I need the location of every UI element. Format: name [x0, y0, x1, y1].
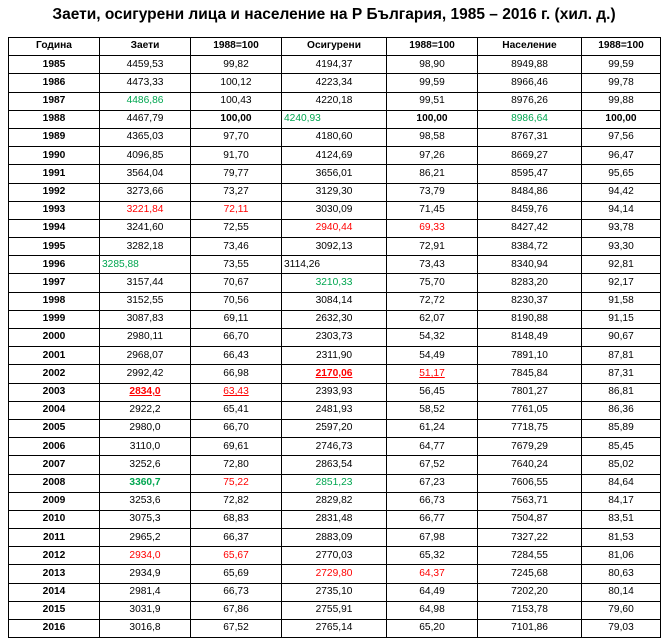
insured-cell: 2863,54 [282, 456, 387, 474]
header-employed: Заети [100, 38, 191, 56]
table-row [9, 256, 661, 274]
year-cell: 2000 [9, 329, 100, 347]
table-row [9, 492, 661, 510]
table-row [9, 219, 661, 237]
table-row [9, 529, 661, 547]
population-cell: 8595,47 [478, 165, 582, 183]
employed-cell: 2934,0 [100, 547, 191, 565]
table-row [9, 201, 661, 219]
insured-index-cell: 98,90 [387, 56, 478, 74]
year-cell: 1986 [9, 74, 100, 92]
insured-index-cell: 62,07 [387, 310, 478, 328]
population-index-cell: 92,17 [582, 274, 661, 292]
population-cell: 7245,68 [478, 565, 582, 583]
employed-index-cell: 66,70 [191, 419, 282, 437]
employed-index-cell: 97,70 [191, 128, 282, 146]
insured-cell: 4180,60 [282, 128, 387, 146]
employed-index-cell: 79,77 [191, 165, 282, 183]
insured-cell: 2729,80 [282, 565, 387, 583]
employed-index-cell: 67,86 [191, 601, 282, 619]
employed-index-cell: 73,27 [191, 183, 282, 201]
employed-cell: 3157,44 [100, 274, 191, 292]
insured-index-cell: 67,23 [387, 474, 478, 492]
employed-index-cell: 100,43 [191, 92, 282, 110]
insured-index-cell: 67,98 [387, 529, 478, 547]
employed-index-cell: 65,67 [191, 547, 282, 565]
insured-cell: 3114,26 [282, 256, 387, 274]
insured-cell: 4220,18 [282, 92, 387, 110]
population-index-cell: 86,81 [582, 383, 661, 401]
table-row [9, 547, 661, 565]
year-cell: 2008 [9, 474, 100, 492]
year-cell: 2009 [9, 492, 100, 510]
employed-index-cell: 68,83 [191, 510, 282, 528]
employed-cell: 2992,42 [100, 365, 191, 383]
year-cell: 2004 [9, 401, 100, 419]
employed-index-cell: 66,98 [191, 365, 282, 383]
population-cell: 7845,84 [478, 365, 582, 383]
table-row [9, 401, 661, 419]
employed-cell: 3360,7 [100, 474, 191, 492]
population-cell: 7640,24 [478, 456, 582, 474]
insured-cell: 2940,44 [282, 219, 387, 237]
table-row [9, 310, 661, 328]
employed-index-cell: 66,73 [191, 583, 282, 601]
population-cell: 8459,76 [478, 201, 582, 219]
year-cell: 1989 [9, 128, 100, 146]
employed-index-cell: 69,11 [191, 310, 282, 328]
employed-cell: 4459,53 [100, 56, 191, 74]
insured-cell: 2851,23 [282, 474, 387, 492]
employed-cell: 2968,07 [100, 347, 191, 365]
population-cell: 7891,10 [478, 347, 582, 365]
employed-index-cell: 72,55 [191, 219, 282, 237]
employed-index-cell: 69,61 [191, 438, 282, 456]
insured-index-cell: 54,49 [387, 347, 478, 365]
table-row [9, 620, 661, 638]
table-row [9, 474, 661, 492]
header-row [9, 38, 661, 56]
insured-index-cell: 72,91 [387, 238, 478, 256]
insured-index-cell: 64,77 [387, 438, 478, 456]
employed-index-cell: 63,43 [191, 383, 282, 401]
population-index-cell: 99,59 [582, 56, 661, 74]
insured-cell: 3129,30 [282, 183, 387, 201]
year-cell: 2003 [9, 383, 100, 401]
employed-cell: 4365,03 [100, 128, 191, 146]
employed-cell: 3075,3 [100, 510, 191, 528]
employed-cell: 4096,85 [100, 147, 191, 165]
year-cell: 2001 [9, 347, 100, 365]
employed-cell: 4486,86 [100, 92, 191, 110]
insured-cell: 2883,09 [282, 529, 387, 547]
table-row [9, 601, 661, 619]
table-row [9, 147, 661, 165]
employed-cell: 3252,6 [100, 456, 191, 474]
population-cell: 8384,72 [478, 238, 582, 256]
insured-cell: 2770,03 [282, 547, 387, 565]
insured-index-cell: 67,52 [387, 456, 478, 474]
employed-index-cell: 100,00 [191, 110, 282, 128]
insured-cell: 2829,82 [282, 492, 387, 510]
employed-index-cell: 70,67 [191, 274, 282, 292]
header-year: Година [9, 38, 100, 56]
employed-cell: 2965,2 [100, 529, 191, 547]
population-index-cell: 84,64 [582, 474, 661, 492]
employed-cell: 3110,0 [100, 438, 191, 456]
year-cell: 2012 [9, 547, 100, 565]
insured-cell: 2303,73 [282, 329, 387, 347]
insured-index-cell: 65,32 [387, 547, 478, 565]
employed-index-cell: 65,69 [191, 565, 282, 583]
header-population-index: 1988=100 [582, 38, 661, 56]
population-cell: 8484,86 [478, 183, 582, 201]
population-index-cell: 85,45 [582, 438, 661, 456]
employed-cell: 2981,4 [100, 583, 191, 601]
insured-index-cell: 58,52 [387, 401, 478, 419]
year-cell: 1997 [9, 274, 100, 292]
table-row [9, 438, 661, 456]
employed-cell: 2980,11 [100, 329, 191, 347]
population-index-cell: 96,47 [582, 147, 661, 165]
table-row [9, 565, 661, 583]
table-row [9, 583, 661, 601]
header-insured-index: 1988=100 [387, 38, 478, 56]
year-cell: 1991 [9, 165, 100, 183]
year-cell: 2005 [9, 419, 100, 437]
employed-cell: 3273,66 [100, 183, 191, 201]
population-cell: 8148,49 [478, 329, 582, 347]
table-row [9, 292, 661, 310]
population-cell: 7327,22 [478, 529, 582, 547]
employed-index-cell: 73,46 [191, 238, 282, 256]
employed-cell: 3285,88 [100, 256, 191, 274]
insured-cell: 2765,14 [282, 620, 387, 638]
insured-cell: 2481,93 [282, 401, 387, 419]
population-cell: 8230,37 [478, 292, 582, 310]
employed-cell: 3564,04 [100, 165, 191, 183]
population-cell: 7284,55 [478, 547, 582, 565]
data-table [8, 37, 661, 638]
population-cell: 7101,86 [478, 620, 582, 638]
insured-index-cell: 61,24 [387, 419, 478, 437]
employed-cell: 3152,55 [100, 292, 191, 310]
population-index-cell: 93,78 [582, 219, 661, 237]
employed-index-cell: 66,43 [191, 347, 282, 365]
table-row [9, 74, 661, 92]
population-cell: 7202,20 [478, 583, 582, 601]
year-cell: 2007 [9, 456, 100, 474]
population-cell: 7801,27 [478, 383, 582, 401]
insured-cell: 3092,13 [282, 238, 387, 256]
insured-cell: 4240,93 [282, 110, 387, 128]
insured-index-cell: 98,58 [387, 128, 478, 146]
employed-cell: 3221,84 [100, 201, 191, 219]
table-row [9, 165, 661, 183]
insured-cell: 2735,10 [282, 583, 387, 601]
year-cell: 2015 [9, 601, 100, 619]
table-row [9, 329, 661, 347]
insured-index-cell: 64,37 [387, 565, 478, 583]
insured-index-cell: 69,33 [387, 219, 478, 237]
population-index-cell: 94,42 [582, 183, 661, 201]
population-cell: 7153,78 [478, 601, 582, 619]
population-index-cell: 99,78 [582, 74, 661, 92]
insured-index-cell: 86,21 [387, 165, 478, 183]
population-index-cell: 80,14 [582, 583, 661, 601]
population-index-cell: 93,30 [582, 238, 661, 256]
employed-cell: 2922,2 [100, 401, 191, 419]
year-cell: 1990 [9, 147, 100, 165]
employed-index-cell: 65,41 [191, 401, 282, 419]
population-cell: 8976,26 [478, 92, 582, 110]
insured-cell: 2755,91 [282, 601, 387, 619]
table-row [9, 419, 661, 437]
employed-index-cell: 72,80 [191, 456, 282, 474]
insured-cell: 4223,34 [282, 74, 387, 92]
insured-cell: 3084,14 [282, 292, 387, 310]
insured-index-cell: 65,20 [387, 620, 478, 638]
insured-cell: 4194,37 [282, 56, 387, 74]
employed-cell: 3241,60 [100, 219, 191, 237]
population-index-cell: 80,63 [582, 565, 661, 583]
employed-index-cell: 100,12 [191, 74, 282, 92]
insured-cell: 2746,73 [282, 438, 387, 456]
population-index-cell: 95,65 [582, 165, 661, 183]
population-index-cell: 99,88 [582, 92, 661, 110]
population-index-cell: 81,06 [582, 547, 661, 565]
table-row [9, 183, 661, 201]
population-index-cell: 86,36 [582, 401, 661, 419]
population-cell: 8190,88 [478, 310, 582, 328]
population-cell: 7606,55 [478, 474, 582, 492]
insured-index-cell: 66,73 [387, 492, 478, 510]
population-cell: 8767,31 [478, 128, 582, 146]
year-cell: 2014 [9, 583, 100, 601]
insured-index-cell: 75,70 [387, 274, 478, 292]
year-cell: 2002 [9, 365, 100, 383]
table-row [9, 128, 661, 146]
employed-index-cell: 72,82 [191, 492, 282, 510]
employed-cell: 3031,9 [100, 601, 191, 619]
year-cell: 1993 [9, 201, 100, 219]
insured-cell: 2831,48 [282, 510, 387, 528]
population-cell: 8669,27 [478, 147, 582, 165]
employed-index-cell: 91,70 [191, 147, 282, 165]
year-cell: 2011 [9, 529, 100, 547]
insured-cell: 3210,33 [282, 274, 387, 292]
table-row [9, 110, 661, 128]
insured-cell: 3656,01 [282, 165, 387, 183]
year-cell: 2013 [9, 565, 100, 583]
population-index-cell: 84,17 [582, 492, 661, 510]
population-index-cell: 85,02 [582, 456, 661, 474]
insured-cell: 3030,09 [282, 201, 387, 219]
employed-cell: 3282,18 [100, 238, 191, 256]
population-cell: 7504,87 [478, 510, 582, 528]
insured-cell: 2632,30 [282, 310, 387, 328]
population-index-cell: 79,03 [582, 620, 661, 638]
employed-cell: 4473,33 [100, 74, 191, 92]
population-index-cell: 91,58 [582, 292, 661, 310]
employed-index-cell: 72,11 [191, 201, 282, 219]
population-index-cell: 100,00 [582, 110, 661, 128]
insured-cell: 2597,20 [282, 419, 387, 437]
insured-index-cell: 56,45 [387, 383, 478, 401]
insured-index-cell: 64,98 [387, 601, 478, 619]
population-index-cell: 94,14 [582, 201, 661, 219]
population-cell: 8283,20 [478, 274, 582, 292]
population-index-cell: 87,81 [582, 347, 661, 365]
header-insured: Осигурени [282, 38, 387, 56]
insured-index-cell: 64,49 [387, 583, 478, 601]
population-index-cell: 90,67 [582, 329, 661, 347]
employed-index-cell: 67,52 [191, 620, 282, 638]
year-cell: 1995 [9, 238, 100, 256]
year-cell: 2006 [9, 438, 100, 456]
employed-cell: 2980,0 [100, 419, 191, 437]
population-index-cell: 83,51 [582, 510, 661, 528]
population-index-cell: 79,60 [582, 601, 661, 619]
insured-cell: 2393,93 [282, 383, 387, 401]
employed-cell: 3253,6 [100, 492, 191, 510]
employed-cell: 3087,83 [100, 310, 191, 328]
population-index-cell: 87,31 [582, 365, 661, 383]
table-title: Заети, осигурени лица и население на Р България, 1985 – 2016 г. (хил. д.) [52, 6, 616, 23]
population-cell: 7679,29 [478, 438, 582, 456]
population-index-cell: 97,56 [582, 128, 661, 146]
year-cell: 1992 [9, 183, 100, 201]
table-row [9, 274, 661, 292]
insured-index-cell: 66,77 [387, 510, 478, 528]
population-cell: 8949,88 [478, 56, 582, 74]
table-row [9, 347, 661, 365]
insured-index-cell: 97,26 [387, 147, 478, 165]
population-cell: 8427,42 [478, 219, 582, 237]
header-employed-index: 1988=100 [191, 38, 282, 56]
year-cell: 2016 [9, 620, 100, 638]
insured-index-cell: 99,59 [387, 74, 478, 92]
insured-cell: 2170,06 [282, 365, 387, 383]
employed-cell: 2934,9 [100, 565, 191, 583]
employed-index-cell: 75,22 [191, 474, 282, 492]
population-cell: 8966,46 [478, 74, 582, 92]
year-cell: 1994 [9, 219, 100, 237]
insured-index-cell: 72,72 [387, 292, 478, 310]
year-cell: 1999 [9, 310, 100, 328]
insured-index-cell: 73,79 [387, 183, 478, 201]
table-row [9, 383, 661, 401]
header-population: Население [478, 38, 582, 56]
insured-cell: 4124,69 [282, 147, 387, 165]
insured-index-cell: 73,43 [387, 256, 478, 274]
population-index-cell: 81,53 [582, 529, 661, 547]
population-cell: 8986,64 [478, 110, 582, 128]
population-index-cell: 85,89 [582, 419, 661, 437]
table-row [9, 92, 661, 110]
insured-index-cell: 54,32 [387, 329, 478, 347]
year-cell: 1996 [9, 256, 100, 274]
insured-index-cell: 71,45 [387, 201, 478, 219]
year-cell: 2010 [9, 510, 100, 528]
population-cell: 7761,05 [478, 401, 582, 419]
population-cell: 7718,75 [478, 419, 582, 437]
employed-index-cell: 73,55 [191, 256, 282, 274]
employed-index-cell: 66,37 [191, 529, 282, 547]
table-row [9, 510, 661, 528]
insured-index-cell: 51,17 [387, 365, 478, 383]
year-cell: 1985 [9, 56, 100, 74]
table-row [9, 456, 661, 474]
table-row [9, 238, 661, 256]
insured-cell: 2311,90 [282, 347, 387, 365]
population-cell: 7563,71 [478, 492, 582, 510]
table-row [9, 365, 661, 383]
year-cell: 1987 [9, 92, 100, 110]
insured-index-cell: 100,00 [387, 110, 478, 128]
population-cell: 8340,94 [478, 256, 582, 274]
population-index-cell: 91,15 [582, 310, 661, 328]
employed-index-cell: 70,56 [191, 292, 282, 310]
employed-cell: 4467,79 [100, 110, 191, 128]
year-cell: 1998 [9, 292, 100, 310]
year-cell: 1988 [9, 110, 100, 128]
employed-index-cell: 99,82 [191, 56, 282, 74]
population-index-cell: 92,81 [582, 256, 661, 274]
insured-index-cell: 99,51 [387, 92, 478, 110]
table-row [9, 56, 661, 74]
employed-cell: 2834,0 [100, 383, 191, 401]
employed-index-cell: 66,70 [191, 329, 282, 347]
employed-cell: 3016,8 [100, 620, 191, 638]
